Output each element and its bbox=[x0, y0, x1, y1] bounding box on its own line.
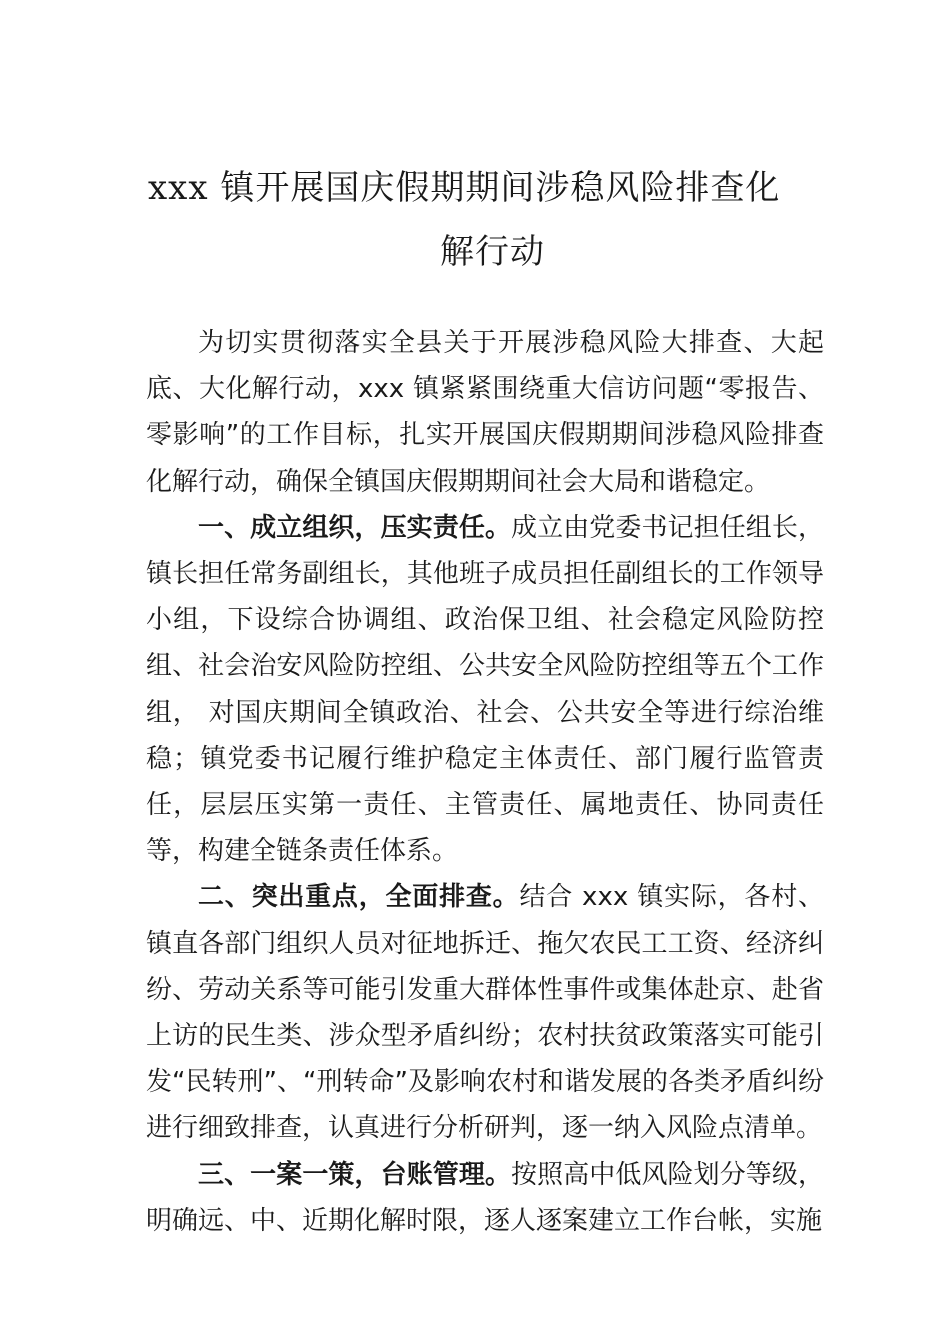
paragraph-section-2 bbox=[146, 874, 824, 1151]
paragraph-text: 为切实贯彻落实全县关于开展涉稳风险大排查、大起底、大化解行动，xxx 镇紧紧围绕重大信访问题“零报告、零影响”的工作目标，扎实开展国庆假期期间涉稳风险排查化解行动，确保全镇国庆假期期间社会大局和谐稳定。 bbox=[146, 328, 824, 497]
paragraph-text: 成立由党委书记担任组长， 镇长担任常务副组长，其他班子成员担任副组长的工作领导小组，下设综合协调组、政治保卫组、社会稳定风险防控组、社会治安风险防控组、公共安全风险防控组等五个工作组， 对国庆期间全镇政治、社会、公共安全等进行综治维稳；镇党委书记履行维护稳定主体责任、部门履行监管责任，层层压实第一责任、主管责任、属地责任、协同责任等，构建全链条责任体系。 bbox=[146, 512, 824, 867]
paragraph-section-3 bbox=[146, 1152, 824, 1244]
paragraph-text: 按照高中低风险划分等级， 明确远、中、近期化解时限，逐人逐案建立工作台帐，实施 bbox=[146, 1159, 824, 1236]
paragraph-lead: 一、成立组织，压实责任。 bbox=[198, 512, 512, 543]
document-title-line-1: xxx 镇开展国庆假期期间涉稳风险排查化 bbox=[148, 168, 781, 208]
paragraph-lead: 二、突出重点，全面排查。 bbox=[198, 882, 520, 913]
paragraph-lead: 三、一案一策，台账管理。 bbox=[198, 1159, 512, 1190]
paragraph-section-1 bbox=[146, 505, 824, 875]
paragraph-intro bbox=[146, 320, 824, 505]
document-title-line-2: 解行动 bbox=[440, 232, 545, 272]
document-body bbox=[146, 320, 824, 1244]
paragraph-text: 结合 xxx 镇实际，各村、镇直各部门组织人员对征地拆迁、拖欠农民工工资、经济纠纷、劳动关系等可能引发重大群体性事件或集体赴京、赴省上访的民生类、涉众型矛盾纠纷；农村扶贫政策落实可能引发“民转刑”、“刑转命”及影响农村和谐发展的各类矛盾纠纷进行细致排查，认真进行分析研判，逐一纳入风险点清单。 bbox=[146, 882, 824, 1144]
